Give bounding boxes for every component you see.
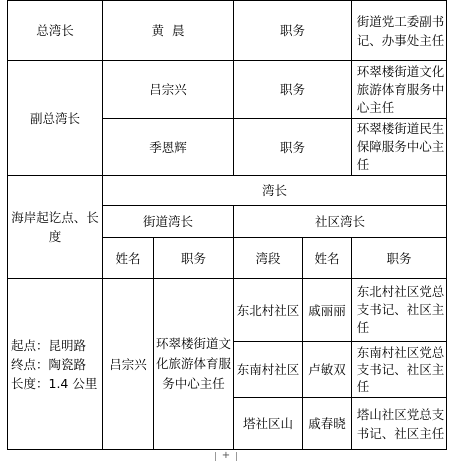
- col-street-name-header: 姓名: [115, 250, 141, 266]
- bay-head-header: 湾长: [261, 183, 287, 198]
- col-segment-header: 湾段: [255, 250, 281, 266]
- grid-line: [446, 0, 447, 450]
- coast-range-label: 海岸起讫点、长 度: [11, 210, 99, 244]
- community-head-name: 卢敏双: [308, 362, 346, 377]
- community-head-name: 戚春晓: [308, 416, 346, 431]
- deputy2-duty-label: 职务: [279, 139, 305, 155]
- community-head-duty: 东北村社区党总 支书记、社区主 任: [356, 284, 445, 335]
- add-sheet-button[interactable]: +: [221, 450, 231, 461]
- deputy2-duty: 环翠楼街道民生 保障服务中心主 任: [356, 121, 445, 172]
- col-community-duty-header: 职务: [386, 250, 412, 266]
- community-segment: 东南村社区: [236, 362, 300, 377]
- community-bay-head-header: 社区湾长: [314, 214, 365, 229]
- deputy1-duty: 环翠楼街道文化 旅游体育服务中 心主任: [356, 63, 445, 115]
- community-segment: 塔社区山: [242, 416, 293, 431]
- deputy1-duty-label: 职务: [279, 82, 305, 97]
- street-bay-head-duty: 环翠楼街道文 化旅游体育服 务中心主任: [155, 336, 231, 391]
- chief-name: 黄 晨: [151, 23, 185, 38]
- col-community-name-header: 姓名: [314, 250, 340, 266]
- street-bay-head-name: 吕宗兴: [109, 356, 147, 372]
- community-head-duty: 东南村社区党总 支书记、社区主 任: [356, 345, 445, 394]
- community-head-duty: 塔山社区党总支 书记、社区主任: [356, 406, 445, 441]
- tab-divider: [215, 452, 216, 461]
- role-chief-bay-head: 总湾长: [36, 23, 74, 38]
- community-segment: 东北村社区: [236, 302, 300, 318]
- tab-divider: [236, 452, 237, 461]
- street-bay-head-header: 街道湾长: [142, 214, 193, 229]
- role-deputy-chief-bay-head: 副总湾长: [29, 110, 80, 126]
- deputy1-name: 吕宗兴: [149, 82, 187, 97]
- deputy2-name: 季恩辉: [149, 139, 187, 155]
- chief-duty: 街道党工委副书 记、办事处主任: [356, 13, 445, 48]
- col-street-duty-header: 职务: [180, 250, 206, 266]
- coast-info: 起点：昆明路 终点：陶瓷路 长度：1.4 公里: [11, 337, 98, 391]
- community-head-name: 戚丽丽: [308, 302, 346, 318]
- chief-duty-label: 职务: [279, 23, 305, 38]
